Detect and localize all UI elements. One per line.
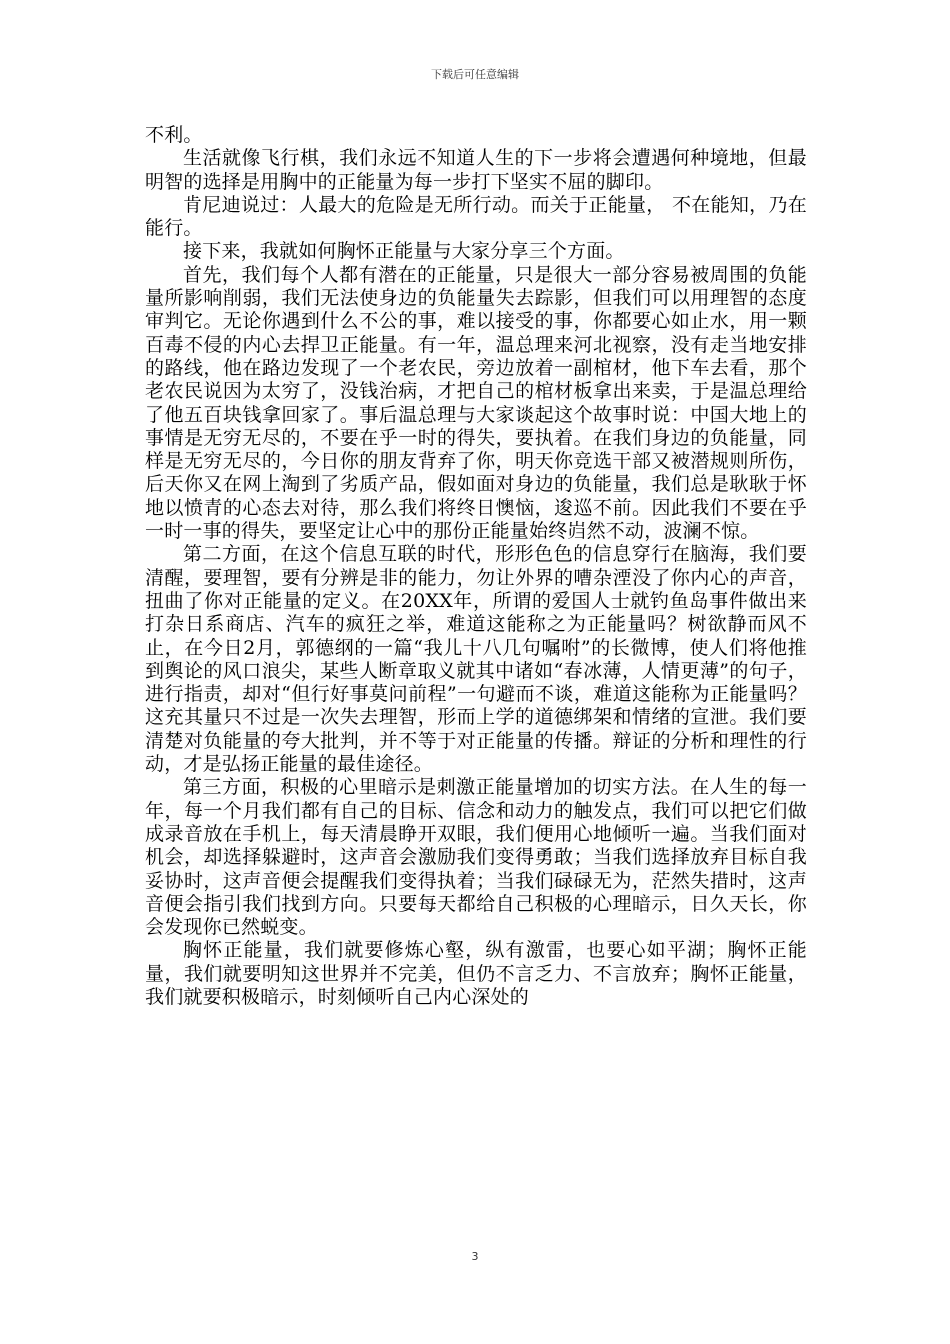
page-number: 3 <box>471 1250 479 1263</box>
document-body <box>145 124 807 1009</box>
paragraph-1: 不利。 <box>145 124 203 146</box>
paragraph-8: 胸怀正能量，我们就要修炼心壑，纵有激雷，也要心如平湖；胸怀正能量，我们就要明知这世界并不完美，但仍不言乏力、不言放弃；胸怀正能量，我们就要积极暗示，时刻倾听自己内心深处的 <box>145 939 807 1008</box>
paragraph-5: 首先，我们每个人都有潜在的正能量，只是很大一部分容易被周围的负能量所影响削弱，我们无法使身边的负能量失去踪影，但我们可以用理智的态度审判它。无论你遇到什么不公的事，难以接受的事，你都要心如止水，用一颗百毒不侵的内心去捍卫正能量。有一年，温总理来河北视察，没有走当地安排的路线，他在路边发现了一个老农民，旁边放着一副棺材，他下车去看，那个老农民说因为太穷了，没钱治病，才把自己的棺材板拿出来卖，于是温总理给了他五百块钱拿回家了。事后温总理与大家谈起这个故事时说：中国大地上的事情是无穷无尽的，不要在乎一时的得失，要执着。在我们身边的负能量，同样是无穷无尽的，今日你的朋友背弃了你，明天你竞选干部又被潜规则所伤，后天你又在网上淘到了劣质产品，假如面对身边的负能量，我们总是耿耿于怀地以愤青的心态去对待，那么我们将终日懊恼，逡巡不前。因此我们不要在乎一时一事的得失，要坚定让心中的那份正能量始终岿然不动，波澜不惊。 <box>145 263 807 543</box>
paragraph-4: 接下来，我就如何胸怀正能量与大家分享三个方面。 <box>183 240 625 263</box>
paragraph-7: 第三方面，积极的心里暗示是刺激正能量增加的切实方法。在人生的每一年，每一个月我们都有自己的目标、信念和动力的触发点，我们可以把它们做成录音放在手机上，每天清晨睁开双眼，我们便用心地倾听一遍。当我们面对机会，却选择躲避时，这声音会激励我们变得勇敢；当我们选择放弃目标自我妥协时，这声音便会提醒我们变得执着；当我们碌碌无为，茫然失措时，这声音便会指引我们找到方向。只要每天都给自己积极的心理暗示，日久天长，你会发现你已然蜕变。 <box>145 776 807 939</box>
paragraph-6: 第二方面，在这个信息互联的时代，形形色色的信息穿行在脑海，我们要清醒，要理智，要有分辨是非的能力，勿让外界的嘈杂湮没了你内心的声音，扭曲了你对正能量的定义。在20XX年，所谓的爱国人士就钓鱼岛事件做出来打杂日系商店、汽车的疯狂之举，难道这能称之为正能量吗？树欲静而风不止，在今日2月，郭德纲的一篇“我儿十八几句嘱咐”的长微博，使人们将他推到舆论的风口浪尖，某些人断章取义就其中诸如“春冰薄，人情更薄”的句子，进行指责，却对“但行好事莫问前程”一句避而不谈，难道这能称为正能量吗？这充其量只不过是一次失去理智，形而上学的道德绑架和情绪的宣泄。我们要清楚对负能量的夸大批判，并不等于对正能量的传播。辩证的分析和理性的行动，才是弘扬正能量的最佳途径。 <box>145 543 807 776</box>
paragraph-2: 生活就像飞行棋，我们永远不知道人生的下一步将会遭遇何种境地，但最明智的选择是用胸中的正能量为每一步打下坚实不屈的脚印。 <box>145 147 807 193</box>
page-header: 下载后可任意编辑 <box>431 68 519 81</box>
paragraph-3: 肯尼迪说过：人最大的危险是无所行动。而关于正能量， 不在能知，乃在能行。 <box>145 193 807 240</box>
